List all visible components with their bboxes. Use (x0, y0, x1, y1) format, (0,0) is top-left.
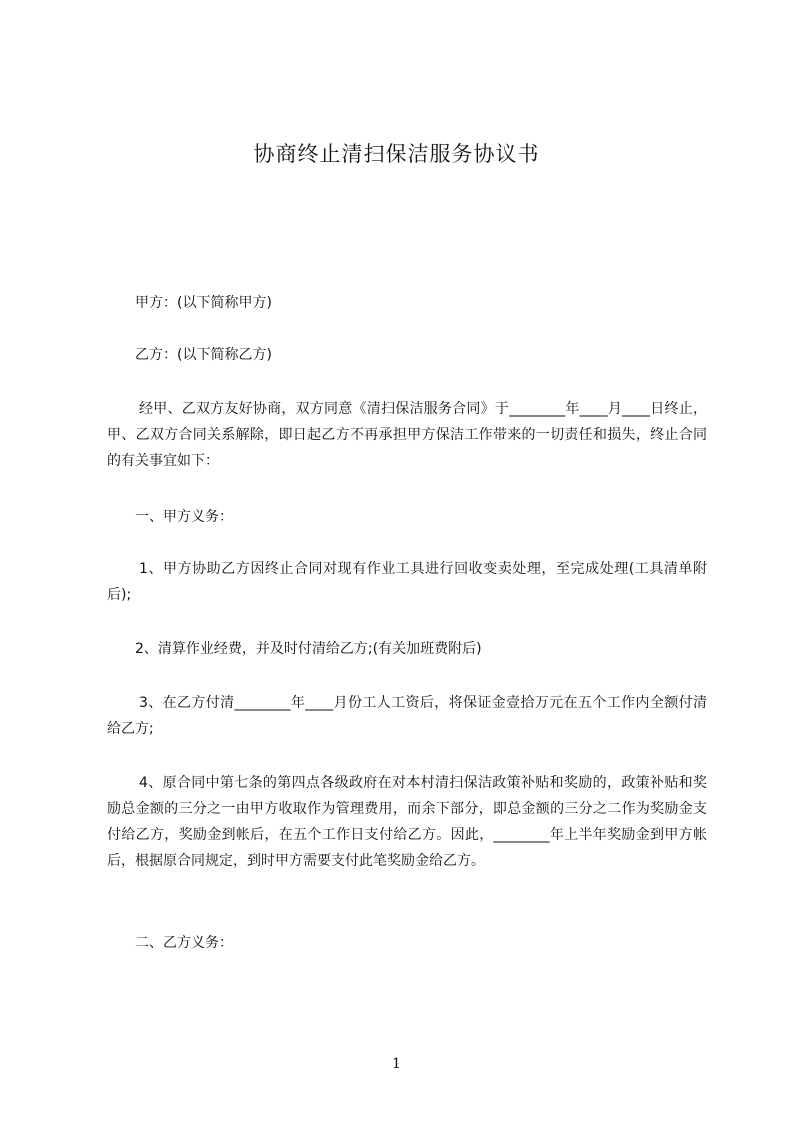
page-number: 1 (392, 1056, 401, 1072)
section-a-heading: 一、甲方义务： (135, 509, 233, 525)
document-title: 协商终止清扫保洁服务协议书 (253, 142, 540, 166)
section-b-heading: 二、乙方义务： (135, 935, 233, 951)
clause-a1: 1、甲方协助乙方因终止合同对现有作业工具进行回收变卖处理，至完成处理(工具清单附后); (107, 561, 707, 603)
clause-a4: 4、原合同中第七条的第四点各级政府在对本村清扫保洁政策补贴和奖励的，政策补贴和奖励总金额的三分之一由甲方收取作为管理费用，而余下部分，即总金额的三分之二作为奖励金支付给乙方，奖励金到帐后，在五个工作日支付给乙方。因此，________年上半年奖励金到甲方帐后，根据原合同规定，到时甲方需要支付此笔奖励金给乙方。 (107, 775, 707, 869)
clause-a3: 3、在乙方付清________年____月份工人工资后，将保证金壹拾万元在五个工作内全额付清给乙方; (107, 695, 707, 737)
party-a-line: 甲方：(以下简称甲方) (135, 295, 272, 311)
party-b-line: 乙方：(以下简称乙方) (135, 347, 272, 363)
clause-a2: 2、清算作业经费，并及时付清给乙方;(有关加班费附后) (135, 641, 482, 657)
intro-paragraph: 经甲、乙双方友好协商，双方同意《清扫保洁服务合同》于________年____月____日终止，甲、乙双方合同关系解除，即日起乙方不再承担甲方保洁工作带来的一切责任和损失，终止合同的有关事宜如下： (107, 401, 707, 469)
